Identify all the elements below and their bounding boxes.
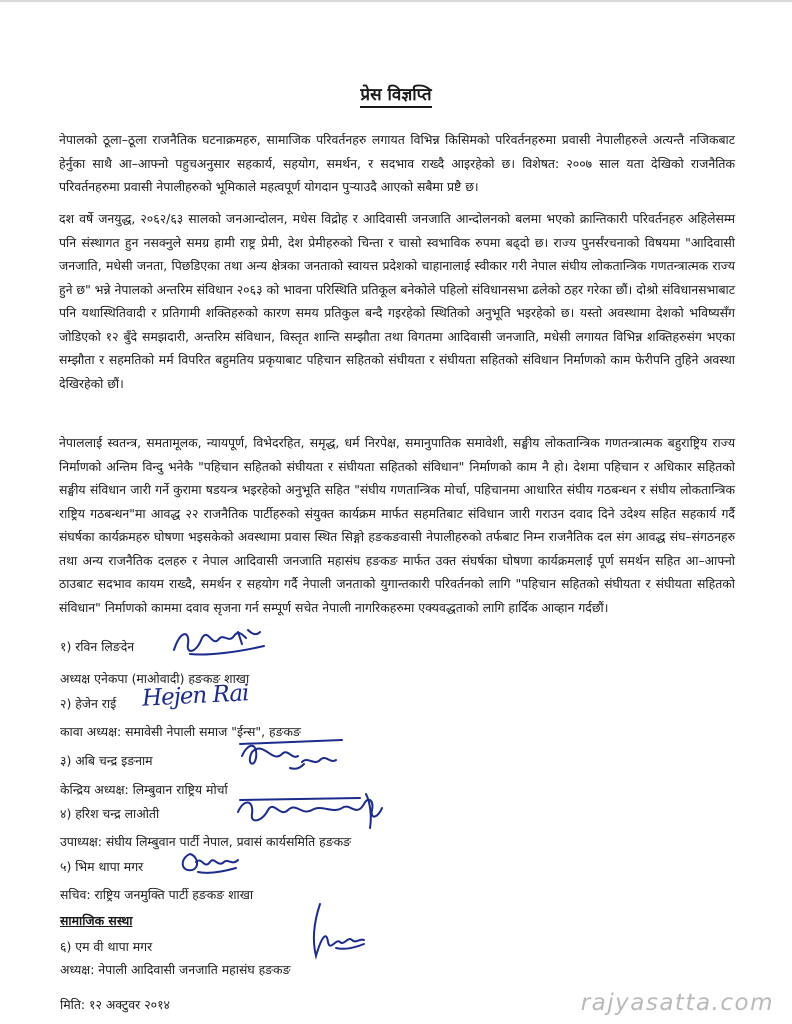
watermark: rajyasatta.com (580, 990, 774, 1016)
signatory-4-position: उपाध्यक्ष: संघीय लिम्बुवान पार्टी नेपाल, प्रवासं कार्यसमिति हङकङ (60, 834, 352, 849)
signatory-3-name: ३) अबि चन्द्र इङनाम (60, 753, 153, 768)
signatory-3-position: केन्द्रिय अध्यक्ष: लिम्बुवान राष्ट्रिय मोर्चा (60, 782, 228, 797)
signatory-5-position: सचिव: राष्ट्रिय जनमुक्ति पार्टी हङकङ शाखा (60, 887, 254, 902)
social-signatory-signature (306, 898, 370, 962)
signatory-4-signature (232, 788, 388, 832)
signatory-2-name: २) हेजेन राई (60, 696, 117, 711)
signatory-3-signature (234, 734, 352, 774)
signatory-2-position: कावा अध्यक्ष: समावेसी नेपाली समाज "ईन्स", हङकङ (60, 724, 301, 739)
social-section-heading: सामाजिक सस्था (60, 913, 133, 928)
social-signatory-position: अध्यक्ष: नेपाली आदिवासी जनजाति महासंघ हङकङ (60, 962, 291, 977)
document-date: मिति: १२ अक्टुवर २०१४ (60, 997, 170, 1012)
paragraph-3: नेपाललाई स्वतन्त्र, समतामूलक, न्यायपूर्ण, विभेदरहित, समृद्ध, धर्म निरपेक्ष, समानुपातिक समावेशी, सङ्घीय लोकतान्त्रिक गणतन्त्रात्मक बहुराष्ट्रिय राज्य निर्माणको अन्तिम विन्दु भनेकै "पहिचान सहितको संघीयता र संघीयता सहितको संविधान" निर्माणको काम नै हो। देशमा पहिचान र अधिकार सहितको सङ्घीय संविधान जारी गर्ने कुरामा षडयन्त्र भइरहेको अनुभूति सहित "संघीय गणतान्त्रिक मोर्चा, पहिचानमा आधारित संघीय गठबन्धन र संघीय लोकतान्त्रिक राष्ट्रिय गठबन्धन"मा आवद्ध २२ राजनैतिक पार्टीहरुको संयुक्त कार्यक्रम मार्फत सहमतिबाट संविधान जारी गराउन दवाद दिने उदेश्य सहित सहकार्य गर्दै संघर्षका कार्यक्रमहरु घोषणा भइसकेको अवस्थामा प्रवास स्थित सिङ्गो हङकङवासी नेपालीहरुको तर्फबाट निम्न राजनैतिक दल संग आवद्ध संघ–संगठनहरु तथा अन्य राजनैतिक दलहरु र नेपाल आदिवासी जनजाति महासंघ हङकङ मार्फत उक्त संघर्षका घोषणा कार्यक्रमलाई पूर्ण समर्थन सहित आ–आफ्नो ठाउबाट सदभाव कायम राख्दै, समर्थन र सहयोग गर्दै नेपाली जनताको युगान्तकारी परिवर्तनको लागि "पहिचान सहितको संघीयता र संघीयता सहितको संविधान" निर्माणको काममा दवाव सृजना गर्न सम्पूर्ण सचेत नेपाली नागरिकहरुमा एक्यवद्धताको लागि हार्दिक आव्हान गर्दछौं। (59, 435, 735, 615)
signatory-2-signature: Hejen Rai (141, 680, 250, 712)
social-signatory-name: ६) एम वी थापा मगर (60, 939, 153, 954)
signatory-5-name: ५) भिम थापा मगर (60, 859, 144, 874)
signatory-5-signature (178, 846, 244, 878)
paragraph-1: नेपालको ठूला–ठूला राजनैतिक घटनाक्रमहरु, सामाजिक परिवर्तनहरु लगायत विभिन्न किसिमको परिवर्तनहरुमा प्रवासी नेपालीहरुले अत्यन्तै नजिकबाट हेर्नुका साथै आ–आफ्नो पहुचअनुसार सहकार्य, सहयोग, समर्थन, र सदभाव राख्दै आइरहेको छ। विशेषत: २००७ साल यता देखिको राजनैतिक परिवर्तनहरुमा प्रवासी नेपालीहरुको भूमिकाले महत्वपूर्ण योगदान पुऱ्याउदै आएको सबैमा प्रष्टै छ। (59, 132, 735, 194)
signatory-4-name: ४) हरिश चन्द्र लाओती (60, 806, 160, 821)
document-title: प्रेस विज्ञप्ति (0, 82, 792, 105)
signatory-1-position: अध्यक्ष एनेकपा (माओवादी) हङकङ शाखा (60, 671, 250, 686)
paragraph-2: दश वर्षे जनयुद्ध, २०६२/६३ सालको जनआन्दोलन, मधेस विद्रोह र आदिवासी जनजाति आन्दोलनको बलमा भएको क्रान्तिकारी परिवर्तनहरु अहिलेसम्म पनि संस्थागत हुन नसक्नुले समग्र हामी राष्ट्र प्रेमी, देश प्रेमीहरुको चिन्ता र चासो स्वभाविक रुपमा बढ्दो छ। राज्य पुनर्संरचनाको विषयमा "आदिवासी जनजाति, मधेसी जनता, पिछडिएका तथा अन्य क्षेत्रका जनताको स्वायत्त प्रदेशको चाहानालाई स्वीकार गरी नेपाल संघीय लोकतान्त्रिक गणतन्त्रात्मक राज्य हुने छ" भन्ने नेपालको अन्तरिम संविधान २०६३ को भावना परिस्थिति प्रतिकूल बनेकोले पहिलो संविधानसभा ढलेको ठहर गरेका छौं। दोश्रो संविधानसभाबाट पनि यथास्थितिवादी र प्रतिगामी शक्तिहरुको कारण समय प्रतिकुल बन्दै गइरहेको स्थितिको अनुभूति भइरहेको छ। यस्तो अवस्थामा देशको भविष्यसँग जोडिएको १२ बुँदे समझदारी, अन्तरिम संविधान, विस्तृत शान्ति सम्झौता तथा विगतमा आदिवासी जनजाति, मधेसी लगायत विभिन्न शक्तिहरुसंग भएका सम्झौता र सहमतिको मर्म विपरित बहुमतिय प्रकृयाबाट पहिचान सहितको संघीयता र संघीयता सहितको संविधान निर्माणको काम फेरीपनि तुहिने अवस्था देखिरहेको छौं। (59, 211, 735, 391)
signatory-1-signature (168, 624, 272, 662)
signatory-1-name: १) रविन लिङदेन (60, 639, 135, 654)
scan-edge (0, 0, 792, 2)
